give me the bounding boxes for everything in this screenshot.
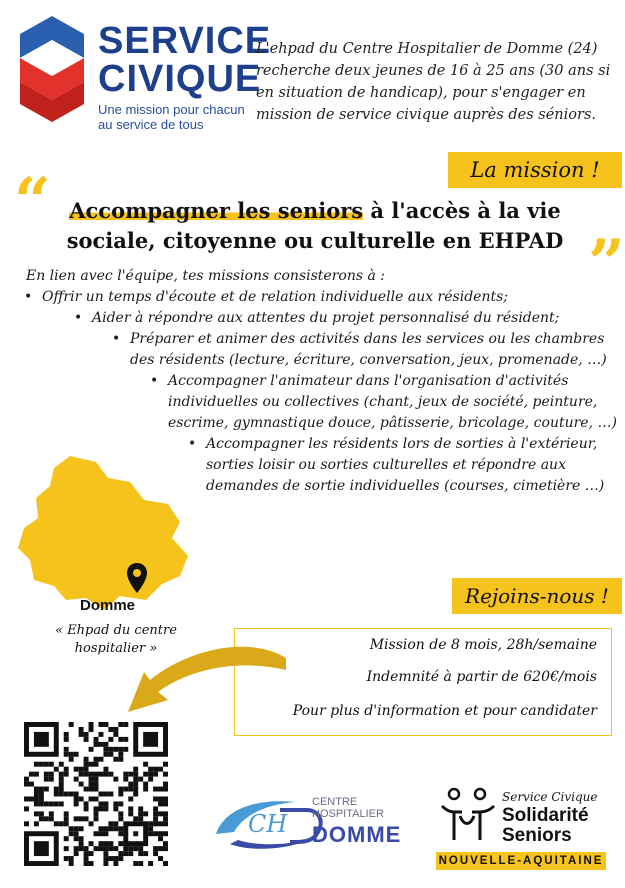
join-tag: Rejoins-nous !	[452, 578, 622, 614]
headline-highlight: Accompagner les seniors	[69, 198, 364, 223]
hospital-logo-small: CENTRE HOSPITALIER	[312, 796, 384, 820]
intro-text: L'ehpad du Centre Hospitalier de Domme (24) recherche deux jeunes de 16 à 25 ans (30 ans si en situation de handicap), pour s'engager en mission de service civique auprès des séniors.	[256, 41, 611, 123]
mission-item	[112, 329, 610, 371]
bullet-icon: •	[74, 310, 83, 326]
location-pin-icon	[126, 562, 148, 594]
brand-title-line1: SERVICE	[98, 20, 272, 62]
qr-code-icon[interactable]	[24, 722, 168, 866]
partner-logo-small: Service Civique	[502, 790, 598, 804]
bullet-icon: •	[150, 373, 159, 389]
bullet-icon: •	[24, 289, 33, 305]
info-box	[234, 628, 612, 736]
location-place: « Ehpad du centre hospitalier »	[55, 623, 177, 656]
brand-tagline	[98, 102, 245, 132]
mission-item	[188, 434, 606, 497]
hospital-logo-big: DOMME	[312, 822, 402, 847]
curved-arrow-icon	[110, 640, 290, 720]
svg-text:CH: CH	[248, 810, 288, 838]
mission-item-text: Offrir un temps d'écoute et de relation individuelle aux résidents;	[42, 289, 508, 305]
partner-logo-big	[502, 806, 589, 846]
mission-item	[24, 287, 622, 308]
headline	[30, 196, 600, 256]
close-quote-icon: ”	[588, 226, 625, 301]
mission-item-text: Préparer et animer des activités dans les services ou les chambres des résidents (lecture, écriture, conversation, jeux, promenade, …)	[130, 331, 607, 368]
location-town: Domme	[80, 597, 136, 614]
mission-item-text: Accompagner les résidents lors de sorties à l'extérieur, sorties loisir ou sorties culturelles et répondre aux demandes de sortie individuelles (courses, cimetière …)	[206, 436, 605, 494]
mission-item-text: Accompagner l'animateur dans l'organisation d'activités individuelles ou collectives (chant, jeux de société, peinture, escrime, gymnastique douce, pâtisserie, bricolage, couture, …)	[168, 373, 617, 431]
bullet-icon: •	[112, 331, 121, 347]
mission-item-text: Aider à répondre aux attentes du projet personnalisé du résident;	[92, 310, 560, 326]
info-allowance: Indemnité à partir de 620€/mois	[366, 669, 597, 685]
dordogne-map-icon	[12, 452, 202, 614]
headline-rest: à l'accès à la vie	[363, 198, 561, 223]
partner-logo-region: NOUVELLE-AQUITAINE	[436, 852, 606, 870]
info-contact: Pour plus d'information et pour candidater	[292, 703, 597, 719]
bullet-icon: •	[188, 436, 197, 452]
open-quote-icon: “	[14, 164, 51, 239]
mission-item	[150, 371, 618, 434]
mission-tag: La mission !	[448, 152, 622, 188]
info-duration: Mission de 8 mois, 28h/semaine	[369, 637, 597, 653]
mission-item	[74, 308, 622, 329]
solidarite-seniors-logo-icon	[436, 786, 500, 846]
service-civique-title	[98, 22, 271, 98]
missions-lead: En lien avec l'équipe, tes missions consisterons à :	[26, 268, 385, 284]
brand-tagline-line1: Une mission pour chacun	[98, 102, 245, 117]
brand-tagline-line2: au service de tous	[98, 117, 204, 132]
brand-title-line2: CIVIQUE	[98, 58, 262, 100]
headline-line2: sociale, citoyenne ou culturelle en EHPAD	[66, 228, 564, 253]
partner-logo-line1: Solidarité	[502, 805, 589, 826]
service-civique-logo-icon	[12, 14, 90, 124]
partner-logo-line2: Seniors	[502, 825, 572, 846]
